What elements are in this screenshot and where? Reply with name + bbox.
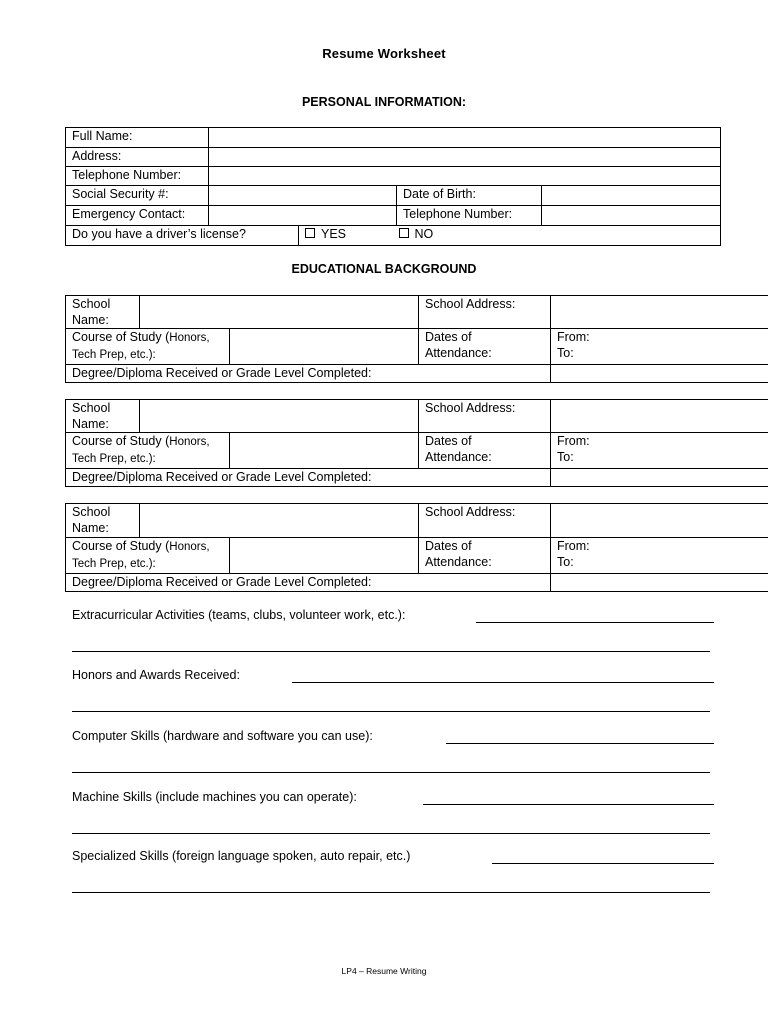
yes-label: YES [321, 227, 347, 241]
school-name-label: School Name: [66, 504, 140, 538]
from-label: From: [557, 330, 590, 344]
school-name-label: School Name: [66, 400, 140, 433]
education-block-2 [65, 399, 768, 487]
yes-checkbox[interactable] [305, 228, 315, 238]
emergency-contact-label: Emergency Contact: [66, 206, 209, 226]
dates-label-b: Attendance: [425, 346, 492, 360]
no-checkbox[interactable] [399, 228, 409, 238]
telephone-field[interactable] [209, 167, 721, 186]
course-label-a: Course of Study ( [72, 330, 170, 344]
personal-info-heading: PERSONAL INFORMATION: [301, 95, 467, 109]
degree-field[interactable] [551, 574, 768, 592]
page-footer: LP4 – Resume Writing [341, 966, 427, 976]
from-to-field[interactable] [551, 433, 768, 469]
specialized-skills-label: Specialized Skills (foreign language spoken, auto repair, etc.) [72, 849, 411, 863]
dates-label-a: Dates of [425, 539, 472, 553]
license-question: Do you have a driver’s license? [66, 226, 299, 246]
school-address-field[interactable] [551, 504, 768, 538]
computer-skills-line-1[interactable] [446, 743, 714, 744]
to-label: To: [557, 555, 574, 569]
emergency-telephone-field[interactable] [542, 206, 721, 226]
course-label-c: Tech Prep, etc.): [72, 558, 156, 570]
page-title: Resume Worksheet [322, 46, 446, 61]
school-name-field[interactable] [140, 400, 419, 433]
personal-info-table [65, 127, 721, 246]
license-no-option[interactable] [397, 226, 721, 246]
school-address-label: School Address: [419, 400, 551, 433]
license-yes-option[interactable] [299, 226, 397, 246]
education-block-1 [65, 295, 768, 383]
specialized-skills-line-2[interactable] [72, 892, 710, 893]
course-field[interactable] [230, 329, 419, 365]
computer-skills-label: Computer Skills (hardware and software you can use): [72, 729, 373, 743]
education-heading: EDUCATIONAL BACKGROUND [291, 262, 477, 276]
full-name-label: Full Name: [66, 128, 209, 148]
course-field[interactable] [230, 433, 419, 469]
dates-label [419, 433, 551, 469]
dob-label: Date of Birth: [397, 186, 542, 206]
extracurricular-line-1[interactable] [476, 622, 714, 623]
address-field[interactable] [209, 148, 721, 167]
ssn-label: Social Security #: [66, 186, 209, 206]
school-name-field[interactable] [140, 296, 419, 329]
course-field[interactable] [230, 538, 419, 574]
dates-label-b: Attendance: [425, 555, 492, 569]
education-block-3 [65, 503, 768, 592]
school-name-field[interactable] [140, 504, 419, 538]
degree-label: Degree/Diploma Received or Grade Level Completed: [66, 469, 551, 487]
course-label-b: Honors, [169, 332, 210, 344]
dates-label-a: Dates of [425, 330, 472, 344]
course-label-a: Course of Study ( [72, 539, 170, 553]
degree-field[interactable] [551, 469, 768, 487]
degree-label: Degree/Diploma Received or Grade Level Completed: [66, 574, 551, 592]
school-address-label: School Address: [419, 504, 551, 538]
course-label [66, 329, 230, 365]
from-label: From: [557, 434, 590, 448]
to-label: To: [557, 450, 574, 464]
course-label-c: Tech Prep, etc.): [72, 349, 156, 361]
honors-line-2[interactable] [72, 711, 710, 712]
from-to-field[interactable] [551, 329, 768, 365]
dob-field[interactable] [542, 186, 721, 206]
machine-skills-line-1[interactable] [423, 804, 714, 805]
course-label-c: Tech Prep, etc.): [72, 453, 156, 465]
extracurricular-label: Extracurricular Activities (teams, clubs, volunteer work, etc.): [72, 608, 406, 622]
full-name-field[interactable] [209, 128, 721, 148]
school-address-field[interactable] [551, 400, 768, 433]
address-label: Address: [66, 148, 209, 167]
from-to-field[interactable] [551, 538, 768, 574]
degree-label: Degree/Diploma Received or Grade Level Completed: [66, 365, 551, 383]
honors-line-1[interactable] [292, 682, 714, 683]
dates-label-b: Attendance: [425, 450, 492, 464]
school-address-field[interactable] [551, 296, 768, 329]
to-label: To: [557, 346, 574, 360]
emergency-telephone-label: Telephone Number: [397, 206, 542, 226]
extracurricular-line-2[interactable] [72, 651, 710, 652]
honors-label: Honors and Awards Received: [72, 668, 240, 682]
school-name-label: School Name: [66, 296, 140, 329]
dates-label-a: Dates of [425, 434, 472, 448]
computer-skills-line-2[interactable] [72, 772, 710, 773]
machine-skills-label: Machine Skills (include machines you can operate): [72, 790, 357, 804]
dates-label [419, 538, 551, 574]
school-address-label: School Address: [419, 296, 551, 329]
no-label: NO [414, 227, 434, 241]
machine-skills-line-2[interactable] [72, 833, 710, 834]
specialized-skills-line-1[interactable] [492, 863, 714, 864]
course-label-b: Honors, [169, 541, 210, 553]
course-label-b: Honors, [169, 436, 210, 448]
degree-field[interactable] [551, 365, 768, 383]
from-label: From: [557, 539, 590, 553]
course-label-a: Course of Study ( [72, 434, 170, 448]
ssn-field[interactable] [209, 186, 397, 206]
emergency-contact-field[interactable] [209, 206, 397, 226]
course-label [66, 538, 230, 574]
course-label [66, 433, 230, 469]
dates-label [419, 329, 551, 365]
telephone-label: Telephone Number: [66, 167, 209, 186]
